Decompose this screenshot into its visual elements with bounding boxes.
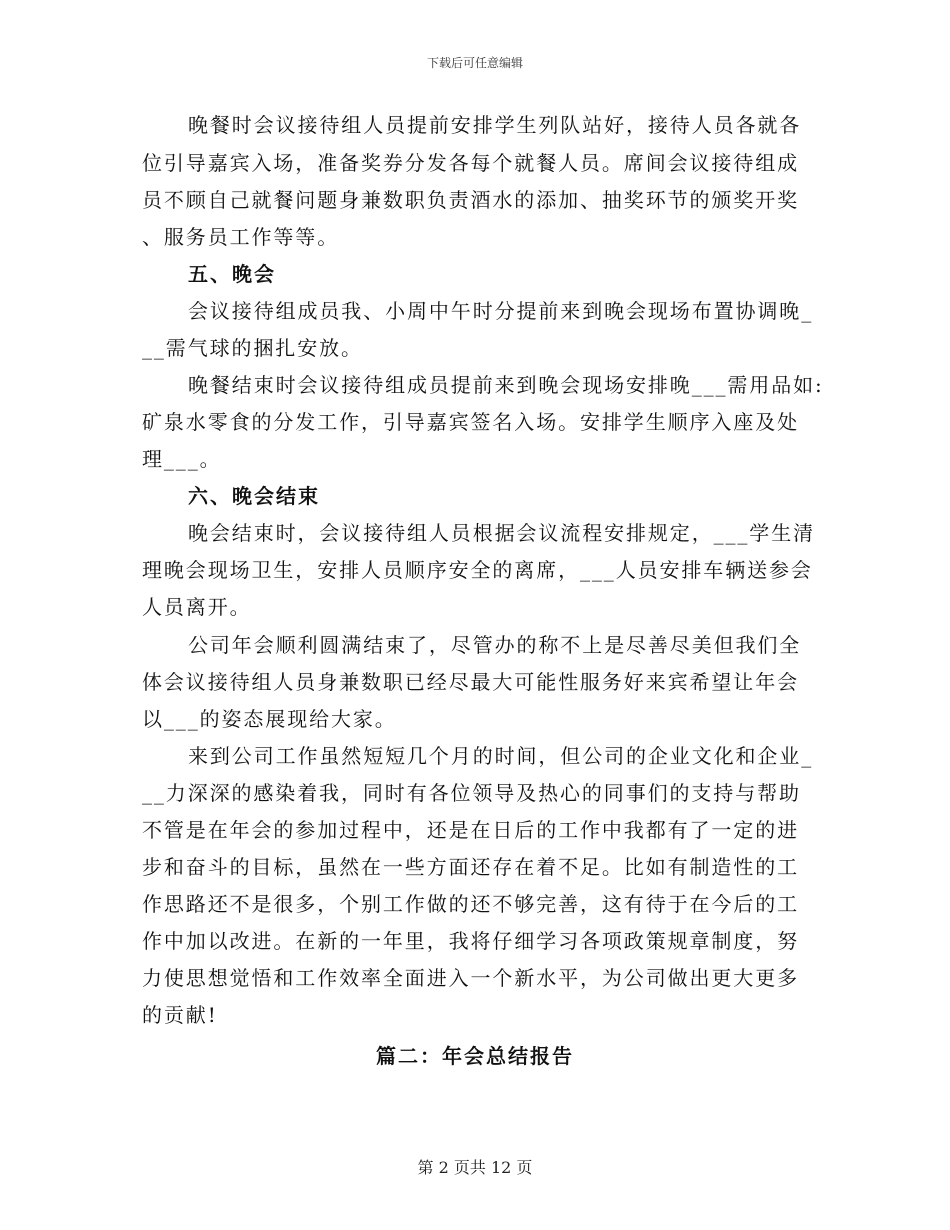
paragraph-line: 理___。 (142, 447, 222, 471)
paragraph-line: __力深深的感染着我，同时有各位领导及热心的同事们的支持与帮助 (142, 781, 801, 805)
section-heading: 六、晚会结束 (188, 484, 320, 508)
section-title: 篇二：年会总结报告 (376, 1044, 574, 1068)
page-header-note: 下载后可任意编辑 (426, 56, 523, 70)
paragraph-line: 晚餐时会议接待组人员提前安排学生列队站好，接待人员各就各 (188, 113, 802, 137)
paragraph-line: 力使思想觉悟和工作效率全面进入一个新水平，为公司做出更大更多 (142, 966, 799, 990)
paragraph-line: 晚餐结束时会议接待组成员提前来到晚会现场安排晚___需用品如: (188, 373, 824, 397)
paragraph-line: 矿泉水零食的分发工作，引导嘉宾签名入场。安排学生顺序入座及处 (142, 410, 799, 434)
paragraph-line: __需气球的捆扎安放。 (142, 336, 363, 360)
paragraph-line: 、服务员工作等等。 (142, 225, 340, 249)
paragraph-line: 人员离开。 (142, 595, 252, 619)
paragraph-line: 作中加以改进。在新的一年里，我将仔细学习各项政策规章制度，努 (142, 929, 799, 953)
paragraph-line: 员不顾自己就餐问题身兼数职负责酒水的添加、抽奖环节的颁奖开奖 (142, 188, 799, 212)
paragraph-line: 的贡献! (142, 1003, 218, 1027)
paragraph-line: 来到公司工作虽然短短几个月的时间，但公司的企业文化和企业_ (188, 744, 814, 768)
paragraph-line: 步和奋斗的目标，虽然在一些方面还存在着不足。比如有制造性的工 (142, 855, 799, 879)
section-heading: 五、晚会 (188, 262, 276, 286)
paragraph-line: 会议接待组成员我、小周中午时分提前来到晚会现场布置协调晚_ (188, 299, 814, 323)
paragraph-line: 位引导嘉宾入场，准备奖券分发各每个就餐人员。席间会议接待组成 (142, 151, 799, 175)
page-number: 第 2 页共 12 页 (417, 1158, 533, 1177)
paragraph-line: 以___的姿态展现给大家。 (142, 707, 397, 731)
paragraph-line: 体会议接待组人员身兼数职已经尽最大可能性服务好来宾希望让年会 (142, 670, 799, 694)
paragraph-line: 晚会结束时，会议接待组人员根据会议流程安排规定，___学生清 (188, 521, 815, 545)
paragraph-line: 理晚会现场卫生，安排人员顺序安全的离席，___人员安排车辆送参会 (142, 558, 813, 582)
paragraph-line: 公司年会顺利圆满结束了，尽管办的称不上是尽善尽美但我们全 (188, 633, 802, 657)
paragraph-line: 不管是在年会的参加过程中，还是在日后的工作中我都有了一定的进 (142, 818, 799, 842)
paragraph-line: 作思路还不是很多，个别工作做的还不够完善，这有待于在今后的工 (142, 892, 799, 916)
